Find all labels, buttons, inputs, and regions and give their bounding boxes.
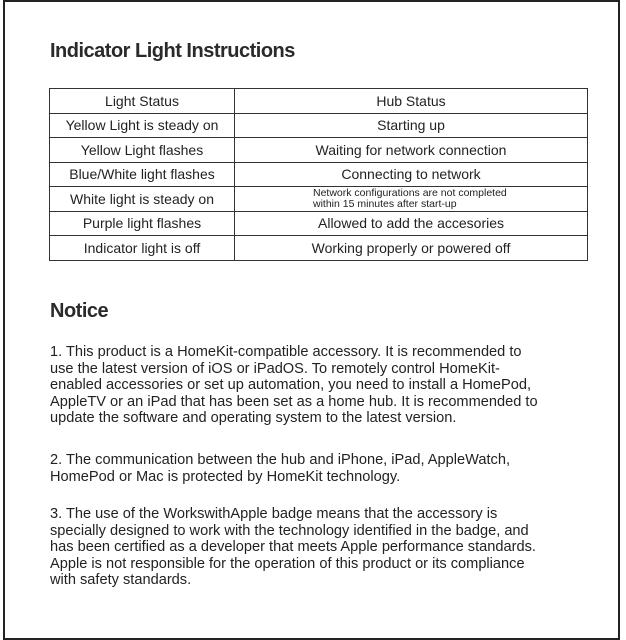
table-row bbox=[50, 113, 588, 138]
notice-paragraph-3: 3. The use of the WorkswithApple badge means that the accessory is specially designed to work with the technology identified in the badge, and has been certified as a developer that meets Apple performance standards. Apple is not responsible for the operation of this product or its compliance with safety standards. bbox=[50, 506, 536, 588]
hub-status-cell: Starting up bbox=[235, 113, 588, 138]
table-row bbox=[50, 162, 588, 187]
hub-status-cell: Network configurations are not completed within 15 minutes after start-up bbox=[235, 187, 588, 212]
header-hub-status: Hub Status bbox=[235, 89, 588, 114]
indicator-light-table bbox=[49, 88, 588, 261]
notice-paragraph-2: 2. The communication between the hub and iPhone, iPad, AppleWatch, HomePod or Mac is protected by HomeKit technology. bbox=[50, 452, 511, 485]
table-row bbox=[50, 138, 588, 163]
page-title: Indicator Light Instructions bbox=[50, 40, 295, 62]
light-status-cell: Yellow Light flashes bbox=[50, 138, 235, 163]
light-status-cell: Purple light flashes bbox=[50, 211, 235, 236]
table-row bbox=[50, 236, 588, 261]
hub-status-cell: Waiting for network connection bbox=[235, 138, 588, 163]
light-status-cell: Yellow Light is steady on bbox=[50, 113, 235, 138]
light-status-cell: Indicator light is off bbox=[50, 236, 235, 261]
light-status-cell: White light is steady on bbox=[50, 187, 235, 212]
table-row bbox=[50, 187, 588, 212]
table-header-row bbox=[50, 89, 588, 114]
notice-title: Notice bbox=[50, 300, 109, 322]
header-light-status: Light Status bbox=[50, 89, 235, 114]
light-status-cell: Blue/White light flashes bbox=[50, 162, 235, 187]
table-row bbox=[50, 211, 588, 236]
instruction-page bbox=[3, 0, 620, 640]
hub-status-cell: Connecting to network bbox=[235, 162, 588, 187]
hub-status-cell: Allowed to add the accesories bbox=[235, 211, 588, 236]
notice-paragraph-1: 1. This product is a HomeKit-compatible accessory. It is recommended to use the latest version of iOS or iPadOS. To remotely control HomeKit- enabled accessories or set up automation, you need to install a HomePod, AppleTV or an iPad that has been set as a home hub. It is recommended to update the software and operating system to the latest version. bbox=[50, 344, 538, 426]
hub-status-cell: Working properly or powered off bbox=[235, 236, 588, 261]
